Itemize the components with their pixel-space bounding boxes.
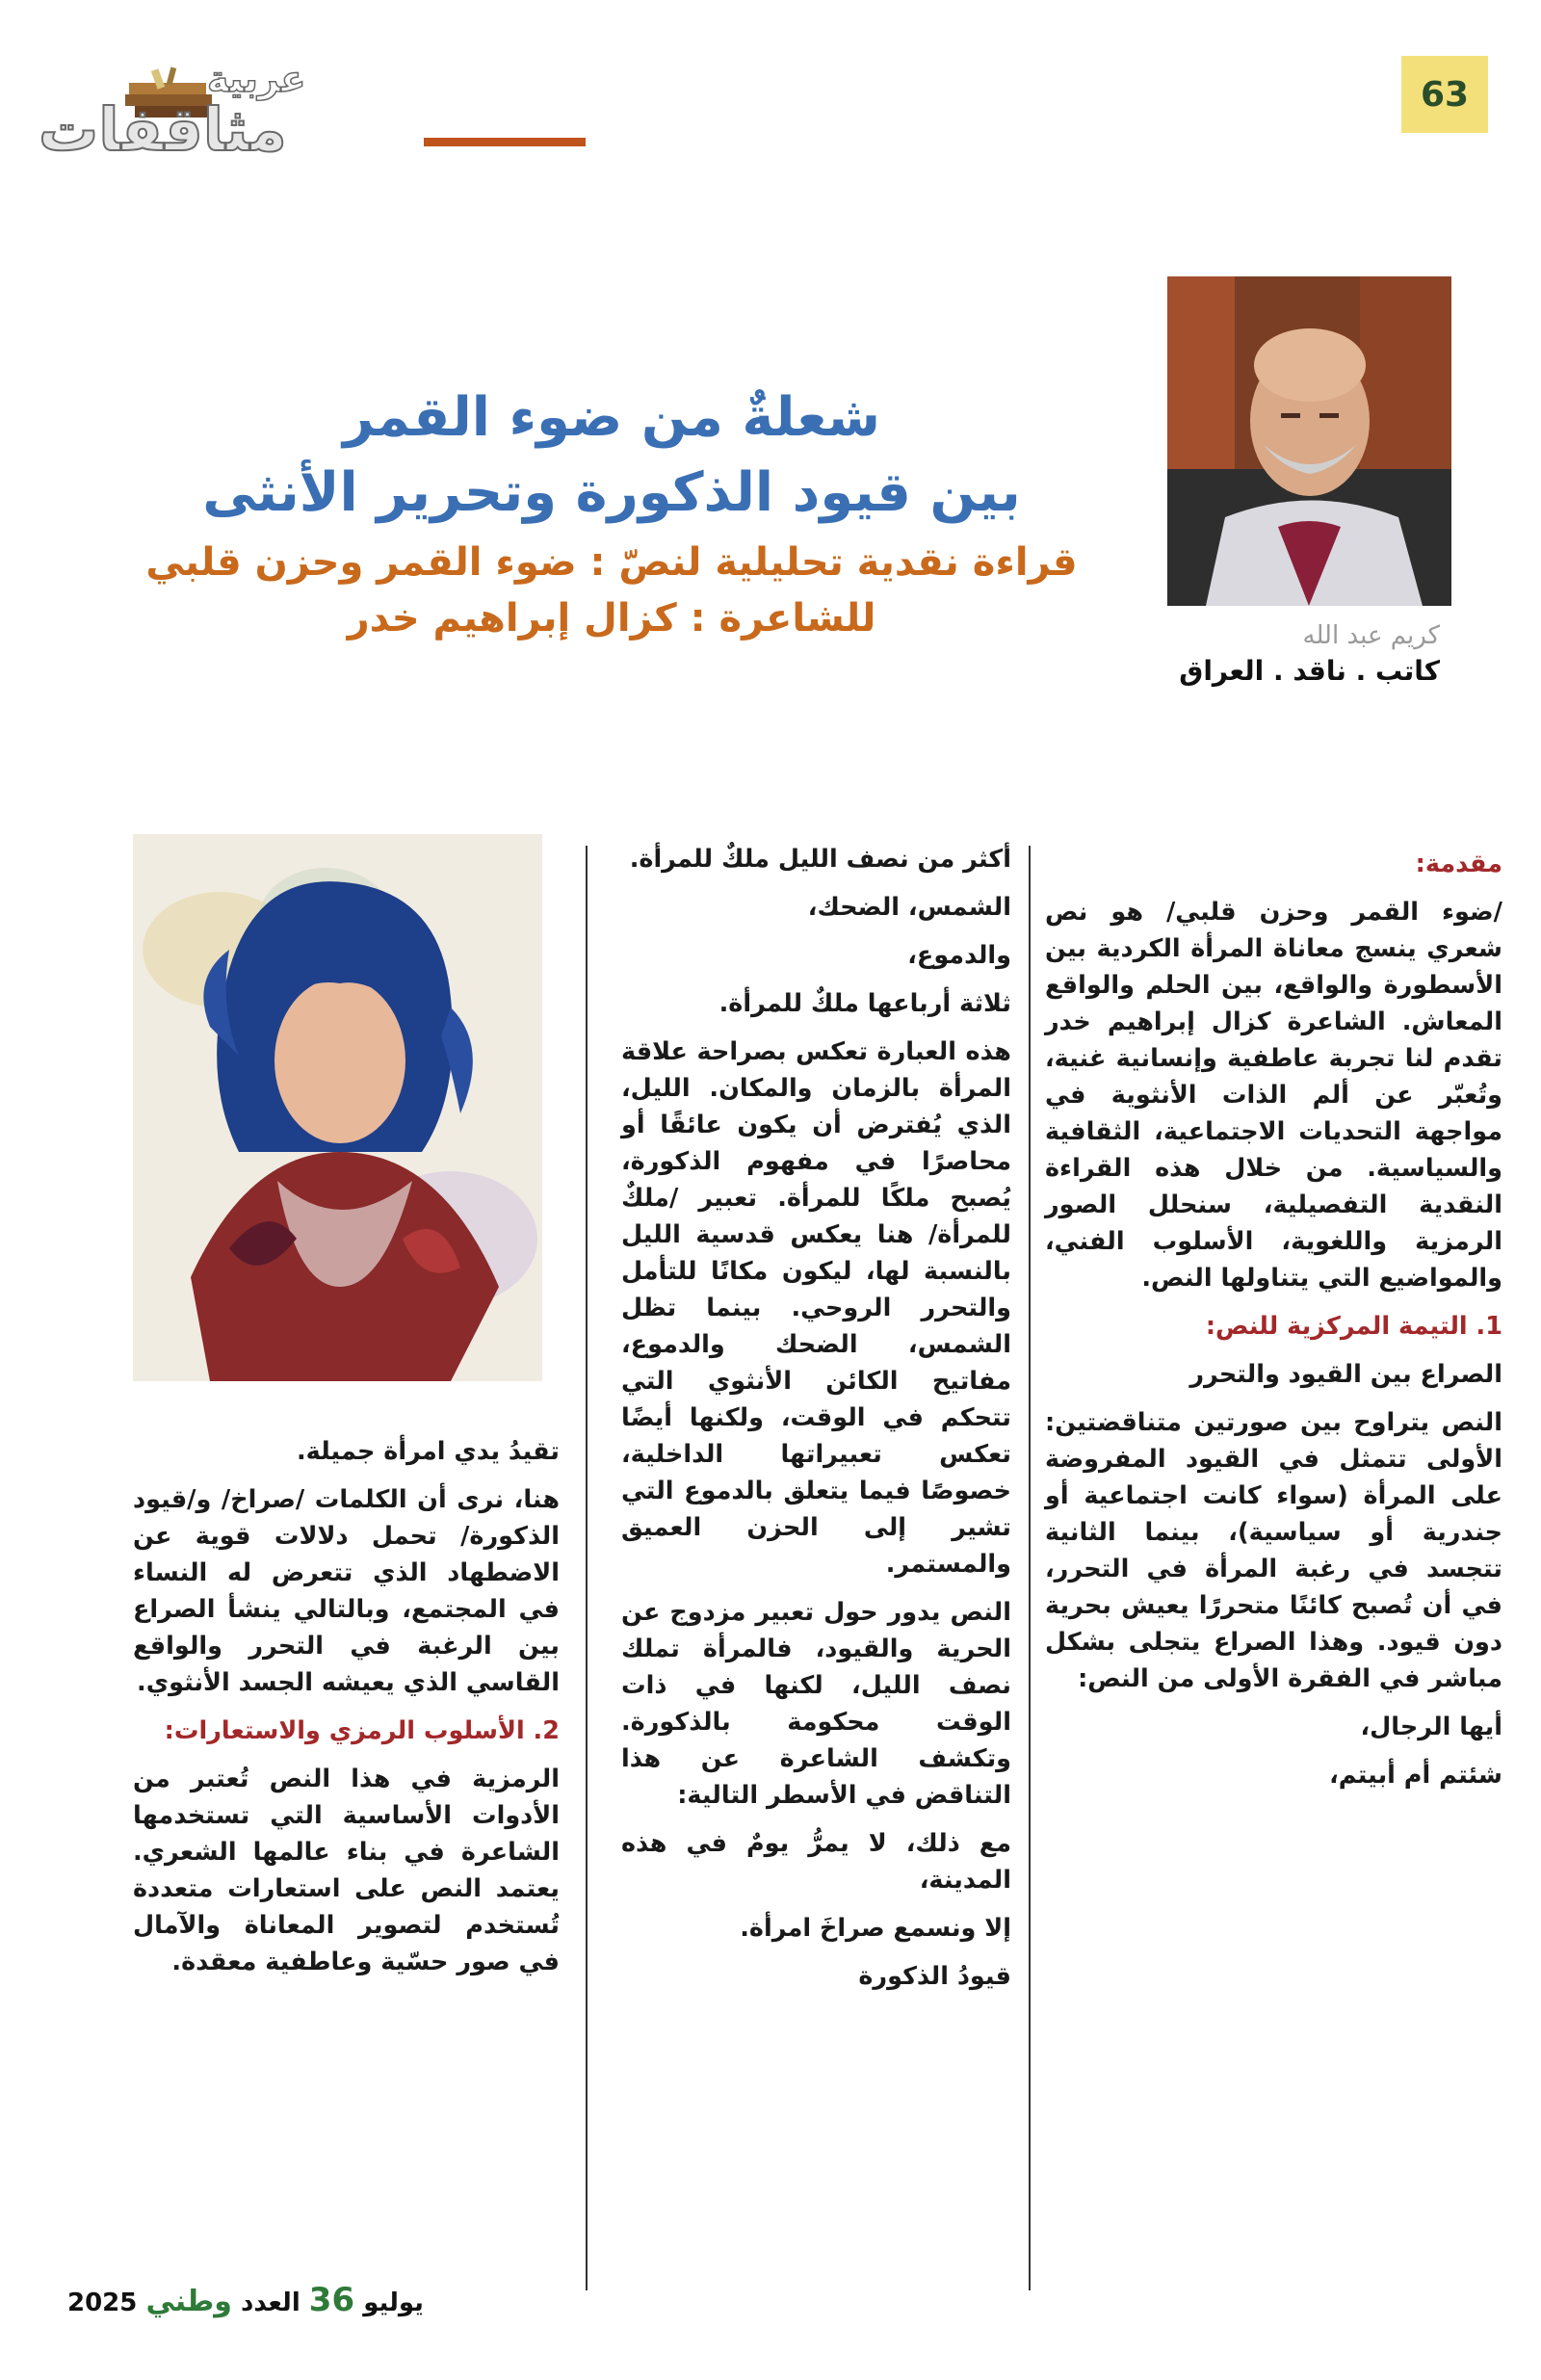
paragraph: هنا، نرى أن الكلمات /صراخ/ و/قيود الذكورة/ تحمل دلالات قوية عن الاضطهاد الذي تتعرض له النساء في المجتمع، وبالتالي ينشأ الصراع بين الرغبة في التحرر والواقع القاسي الذي يعيشه الجسد الأنثوي.: [133, 1485, 560, 1697]
column-divider: [586, 846, 588, 2290]
article-subtitle-line2: للشاعرة : كزال إبراهيم خدر: [347, 596, 876, 641]
article-title-block: [125, 380, 1098, 646]
section-heading: مقدمة:: [1415, 850, 1502, 878]
footer-issue-number: 36: [308, 2281, 355, 2319]
poem-line: والدموع،: [907, 941, 1011, 970]
article-column-3: [133, 1433, 560, 1992]
paragraph: الصراع بين القيود والتحرر: [1189, 1360, 1502, 1389]
brand-title: مثاقفات: [39, 94, 287, 165]
paragraph: النص يتراوح بين صورتين متناقضتين: الأولى تتمثل في القيود المفروضة على المرأة (سواء كانت اجتماعية أو جندرية أو سياسية)، بينما الثانية تتجسد في رغبة المرأة في التحرر، في أن تُصبح كائنًا متحررًا يعيش بحرية دون قيود. وهذا الصراع يتجلى بشكل مباشر في الفقرة الأولى من النص:: [1045, 1408, 1502, 1693]
poem-line: تقيدُ يدي امرأة جميلة.: [296, 1437, 560, 1466]
article-subtitle-line1: قراءة نقدية تحليلية لنصّ : ضوء القمر وحزن قلبي: [145, 540, 1078, 585]
section-heading: 2. الأسلوب الرمزي والاستعارات:: [164, 1716, 560, 1745]
page-number: 63: [1420, 74, 1470, 115]
poem-line: قيودُ الذكورة: [858, 1962, 1011, 1991]
article-column-1: [1045, 846, 1502, 1805]
magazine-section-logo: [39, 58, 424, 164]
poem-line: الشمس، الضحك،: [807, 893, 1011, 922]
page-footer: [67, 2281, 424, 2319]
footer-year: 2025: [67, 2288, 138, 2317]
column-divider: [1029, 846, 1031, 2290]
section-heading: 1. التيمة المركزية للنص:: [1205, 1312, 1502, 1341]
poem-line: إلا ونسمع صراخَ امرأة.: [740, 1914, 1011, 1943]
brand-subtitle: عربية: [207, 58, 306, 100]
author-role: كاتب . ناقد . العراق: [1179, 655, 1440, 687]
paragraph: النص يدور حول تعبير مزدوج عن الحرية والقيود، فالمرأة تملك نصف الليل، لكنها في ذات الوقت محكومة بالذكورة. وتكشف الشاعرة عن هذا التناقض في الأسطر التالية:: [621, 1598, 1011, 1810]
author-photo: [1167, 276, 1451, 606]
page-number-badge: [1401, 56, 1488, 133]
author-name: كريم عبد الله: [1302, 621, 1440, 650]
poem-line: ثلاثة أرباعها ملكٌ للمرأة.: [718, 989, 1011, 1018]
paragraph: /ضوء القمر وحزن قلبي/ هو نص شعري ينسج معاناة المرأة الكردية بين الأسطورة والواقع، بين الحلم والواقع المعاش. الشاعرة كزال إبراهيم خدر تقدم لنا تجربة عاطفية وإنسانية غنية، وتُعبّر عن ألم الذات الأنثوية في مواجهة التحديات الاجتماعية، الثقافية والسياسية. من خلال هذه القراءة النقدية التفصيلية، سنحلل الصور الرمزية واللغوية، الأسلوب الفني، والمواضيع التي يتناولها النص.: [1045, 898, 1502, 1293]
poem-line: شئتم أم أبيتم،: [1329, 1761, 1502, 1790]
poet-portrait-painting: [133, 834, 542, 1381]
footer-magazine-name: وطني: [145, 2285, 232, 2318]
paragraph: هذه العبارة تعكس بصراحة علاقة المرأة بالزمان والمكان. الليل، الذي يُفترض أن يكون عائقًا أو محاصرًا في مفهوم الذكورة، يُصبح ملكًا للمرأة. تعبير /ملكٌ للمرأة/ هنا يعكس قدسية الليل بالنسبة لها، ليكون مكانًا للتأمل والتحرر الروحي. بينما تظل الشمس، الضحك والدموع، مفاتيح الكائن الأنثوي التي تتحكم في الوقت، ولكنها أيضًا تعكس تعبيراتها الداخلية، خصوصًا فيما يتعلق بالدموع التي تشير إلى الحزن العميق والمستمر.: [621, 1037, 1011, 1579]
article-column-2: [621, 841, 1011, 2006]
paragraph: الرمزية في هذا النص تُعتبر من الأدوات الأساسية التي تستخدمها الشاعرة في بناء عالمها الشعري. يعتمد النص على استعارات متعددة تُستخدم لتصوير المعاناة والآمال في صور حسّية وعاطفية معقدة.: [133, 1765, 560, 1976]
poem-line: مع ذلك، لا يمرُّ يومٌ في هذه المدينة،: [621, 1829, 1011, 1895]
brand-accent-bar: [424, 138, 586, 146]
poem-line: أيها الرجال،: [1360, 1713, 1502, 1741]
footer-issue-label: العدد: [241, 2288, 300, 2317]
poem-line: أكثر من نصف الليل ملكٌ للمرأة.: [629, 845, 1011, 874]
footer-month: يوليو: [363, 2288, 424, 2317]
article-title-line1: شعلةٌ من ضوء القمر: [343, 386, 880, 449]
article-title-line2: بين قيود الذكورة وتحرير الأنثى: [202, 461, 1021, 524]
